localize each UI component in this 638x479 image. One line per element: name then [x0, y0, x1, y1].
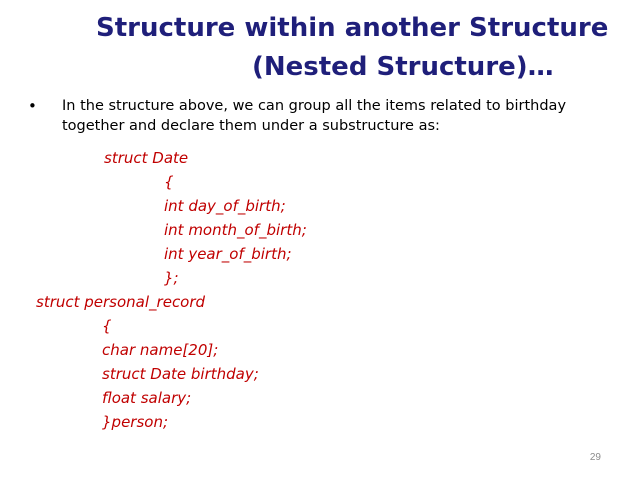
code-record-open-brace: { — [102, 317, 112, 335]
code-date-open-brace: { — [164, 173, 174, 191]
code-date-member: int year_of_birth; — [164, 245, 292, 263]
code-record-member: struct Date birthday; — [102, 365, 259, 383]
code-record-header: struct personal_record — [36, 293, 206, 311]
code-date-member: int day_of_birth; — [164, 197, 286, 215]
code-record-member: float salary; — [102, 389, 192, 407]
code-date-member: int month_of_birth; — [164, 221, 307, 239]
code-record-member: char name[20]; — [102, 341, 219, 359]
code-record-close: }person; — [102, 413, 169, 431]
page-number: 29 — [589, 452, 601, 463]
code-date-header: struct Date — [104, 149, 189, 167]
bullet-text-line-2: together and declare them under a substructure as: — [62, 118, 440, 134]
slide-title-line-2: (Nested Structure)… — [252, 52, 554, 82]
slide-title-line-1: Structure within another Structure — [96, 13, 609, 43]
code-date-close-brace: }; — [164, 269, 179, 287]
bullet-text-line-1: In the structure above, we can group all the items related to birthday — [62, 98, 567, 114]
bullet-point — [28, 96, 628, 136]
bullet-icon: • — [28, 97, 37, 115]
